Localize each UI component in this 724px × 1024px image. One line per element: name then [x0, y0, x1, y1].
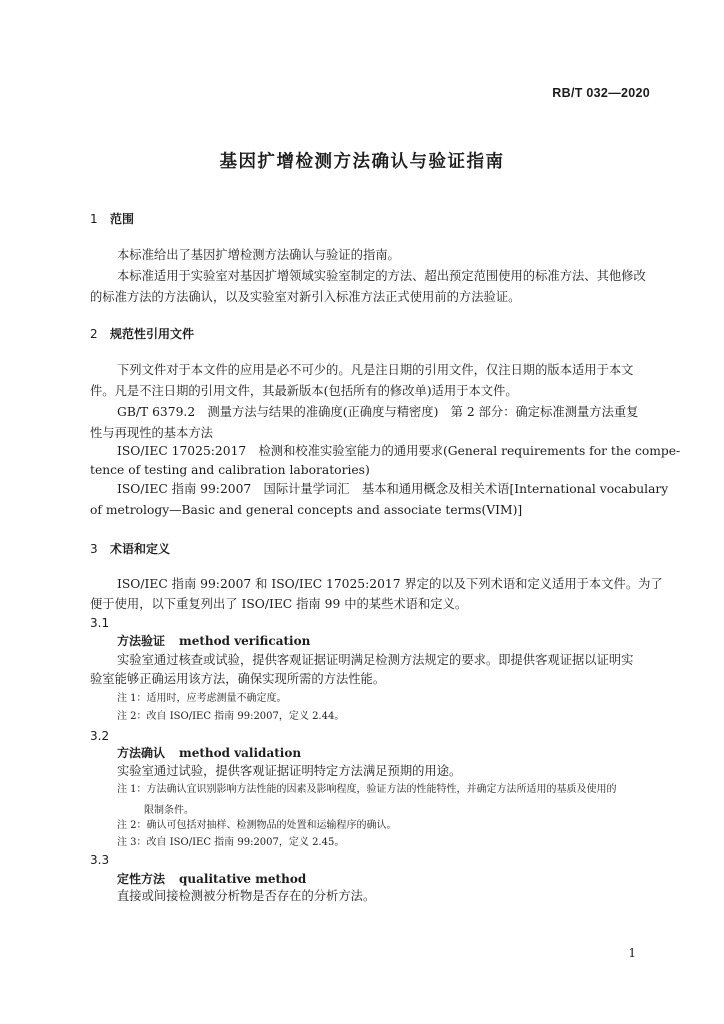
definition-line: 实验室通过核查或试验，提供客观证据证明满足检测方法规定的要求。即提供客观证据以证明实: [117, 653, 634, 667]
note: 注 3：改自 ISO/IEC 指南 99:2007，定义 2.45。: [117, 837, 345, 848]
paragraph-line: 本标准适用于实验室对基因扩增领域实验室制定的方法、超出预定范围使用的标准方法、其他修改: [117, 269, 646, 283]
document-code: RB/T 032—2020: [552, 86, 650, 100]
term-3-1: [117, 632, 310, 649]
term-english: method verification: [179, 634, 311, 648]
definition-line: 验室能够正确运用该方法，确保实现所需的方法性能。: [90, 672, 386, 686]
paragraph-line: 便于使用，以下重复列出了 ISO/IEC 指南 99 中的某些术语和定义。: [90, 597, 468, 611]
note: 注 1：方法确认宜识别影响方法性能的因素及影响程度，验证方法的性能特性，并确定方法所适用的基质及使用的: [117, 784, 617, 795]
term-3-3: [117, 870, 306, 887]
note-continuation: 限制条件。: [144, 805, 194, 816]
term-chinese: 定性方法: [117, 872, 166, 886]
section-title: 规范性引用文件: [110, 327, 195, 341]
term-chinese: 方法验证: [117, 634, 166, 648]
section-3-heading: [90, 540, 170, 557]
reference-line: tence of testing and calibration laboratories): [90, 463, 370, 477]
definition-line: 直接或间接检测被分析物是否存在的分析方法。: [117, 889, 376, 903]
section-1-heading: [90, 210, 134, 227]
note: 注 1：适用时，应考虑测量不确定度。: [117, 693, 287, 704]
section-title: 术语和定义: [110, 542, 171, 556]
section-number: 1: [90, 212, 98, 226]
term-english: method validation: [179, 746, 302, 760]
page-number: 1: [628, 946, 636, 960]
paragraph-line: 的标准方法的方法确认，以及实验室对新引入标准方法正式使用前的方法验证。: [90, 290, 521, 304]
definition-line: 实验室通过试验，提供客观证据证明特定方法满足预期的用途。: [117, 764, 462, 778]
paragraph-line: 件。凡是不注日期的引用文件，其最新版本(包括所有的修改单)适用于本文件。: [90, 384, 518, 398]
section-number: 2: [90, 327, 98, 341]
clause-number: 3.3: [90, 853, 110, 867]
reference-line: ISO/IEC 17025:2017 检测和校准实验室能力的通用要求(General requirements for the compe-: [117, 444, 681, 458]
term-3-2: [117, 744, 301, 761]
reference-line: of metrology—Basic and general concepts and associate terms(VIM)]: [90, 503, 523, 517]
reference-line: 性与再现性的基本方法: [90, 426, 213, 440]
term-chinese: 方法确认: [117, 746, 166, 760]
clause-number: 3.2: [90, 729, 110, 743]
section-number: 3: [90, 542, 98, 556]
paragraph-line: 下列文件对于本文件的应用是必不可少的。凡是注日期的引用文件，仅注日期的版本适用于本文: [117, 363, 634, 377]
document-title: 基因扩增检测方法确认与验证指南: [219, 152, 505, 172]
paragraph-line: 本标准给出了基因扩增检测方法确认与验证的指南。: [117, 248, 400, 262]
reference-line: GB/T 6379.2 测量方法与结果的准确度(正确度与精密度) 第 2 部分：确定标准测量方法重复: [117, 405, 639, 419]
section-2-heading: [90, 325, 194, 342]
section-title: 范围: [110, 212, 135, 226]
clause-number: 3.1: [90, 616, 110, 630]
note: 注 2：确认可包括对抽样、检测物品的处置和运输程序的确认。: [117, 820, 397, 831]
note: 注 2：改自 ISO/IEC 指南 99:2007，定义 2.44。: [117, 711, 345, 722]
paragraph-line: ISO/IEC 指南 99:2007 和 ISO/IEC 17025:2017 界定的以及下列术语和定义适用于本文件。为了: [117, 577, 663, 591]
term-english: qualitative method: [179, 872, 307, 886]
reference-line: ISO/IEC 指南 99:2007 国际计量学词汇 基本和通用概念及相关术语[International vocabulary: [117, 482, 669, 496]
